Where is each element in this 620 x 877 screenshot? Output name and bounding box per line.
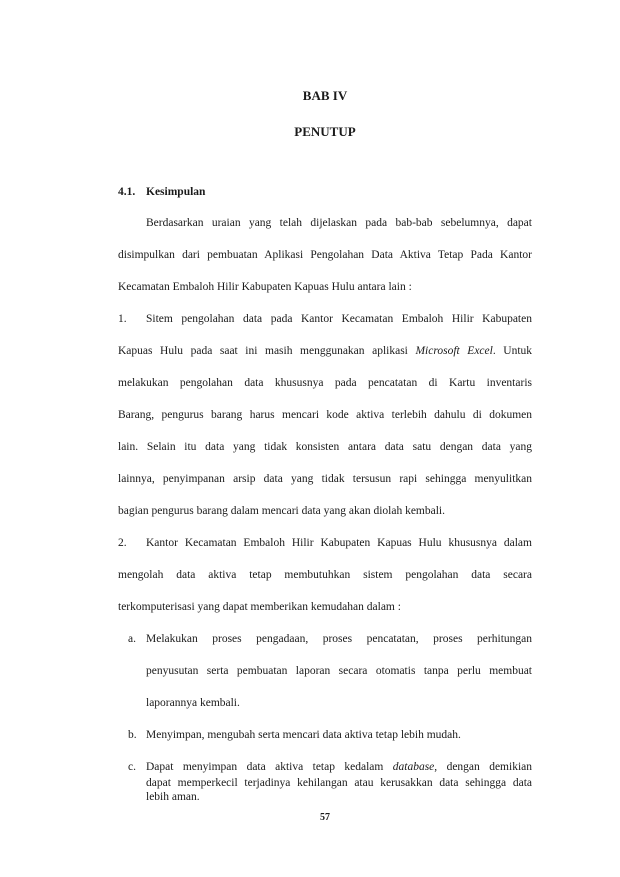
- chapter-label: BAB IV: [302, 88, 348, 103]
- list-item-line: mengolah data aktiva tetap membutuhkan sistem pengolahan data secara: [118, 569, 532, 581]
- list-item-1: [118, 312, 532, 326]
- list-item-line: lain. Selain itu data yang tidak konsisten antara data satu dengan data yang: [118, 441, 532, 453]
- sub-item-letter: c.: [128, 761, 136, 773]
- list-item-line: terkomputerisasi yang dapat memberikan kemudahan dalam :: [118, 601, 401, 613]
- sub-item-c: [128, 760, 532, 774]
- list-item-number: 2.: [118, 537, 127, 549]
- sub-item-letter: b.: [128, 729, 137, 741]
- text-run: . Untuk: [492, 345, 532, 357]
- section-number: 4.1.: [118, 186, 136, 198]
- chapter-title: PENUTUP: [294, 124, 356, 139]
- sub-item-line: lebih aman.: [146, 791, 200, 803]
- list-item-number: 1.: [118, 313, 127, 325]
- section-title: Kesimpulan: [146, 186, 206, 198]
- sub-item-a: [128, 632, 532, 646]
- list-item-line: lainnya, penyimpanan arsip data yang tidak tersusun rapi sehingga menyulitkan: [118, 473, 532, 485]
- list-item-2: [118, 536, 532, 550]
- sub-item-line: penyusutan serta pembuatan laporan secara otomatis tanpa perlu membuat: [146, 665, 532, 677]
- section-heading: [118, 186, 205, 198]
- list-item-line: bagian pengurus barang dalam mencari data yang akan diolah kembali.: [118, 505, 445, 517]
- emphasis-text: Microsoft Excel: [415, 345, 493, 357]
- emphasis-text: database: [392, 761, 435, 773]
- sub-item-letter: a.: [128, 633, 136, 645]
- sub-item-line: laporannya kembali.: [146, 697, 240, 709]
- list-item-line: Sitem pengolahan data pada Kantor Kecamatan Embaloh Hilir Kabupaten: [146, 313, 532, 325]
- text-run: Kapuas Hulu pada saat ini masih menggunakan aplikasi: [118, 345, 416, 357]
- sub-item-line: Melakukan proses pengadaan, proses pencatatan, proses perhitungan: [146, 633, 532, 645]
- list-item-line: Kantor Kecamatan Embaloh Hilir Kabupaten Kapuas Hulu khususnya dalam: [146, 537, 532, 549]
- text-run: Dapat menyimpan data aktiva tetap kedalam: [146, 761, 393, 773]
- paragraph-line: Berdasarkan uraian yang telah dijelaskan pada bab-bab sebelumnya, dapat: [146, 217, 532, 229]
- text-run: , dengan demikian: [434, 761, 532, 773]
- page-number: 57: [320, 812, 330, 823]
- sub-item-line: dapat memperkecil terjadinya kehilangan atau kerusakkan data sehingga data: [146, 777, 532, 789]
- paragraph-line: disimpulkan dari pembuatan Aplikasi Pengolahan Data Aktiva Tetap Pada Kantor: [118, 249, 532, 261]
- paragraph-line: Kecamatan Embaloh Hilir Kabupaten Kapuas Hulu antara lain :: [118, 281, 412, 293]
- list-item-line: [118, 344, 532, 358]
- sub-item-b: [128, 728, 532, 742]
- list-item-line: Barang, pengurus barang harus mencari kode aktiva terlebih dahulu di dokumen: [118, 409, 532, 421]
- sub-item-line: Menyimpan, mengubah serta mencari data aktiva tetap lebih mudah.: [146, 729, 461, 741]
- sub-item-line: [146, 760, 532, 774]
- list-item-line: melakukan pengolahan data khususnya pada pencatatan di Kartu inventaris: [118, 377, 532, 389]
